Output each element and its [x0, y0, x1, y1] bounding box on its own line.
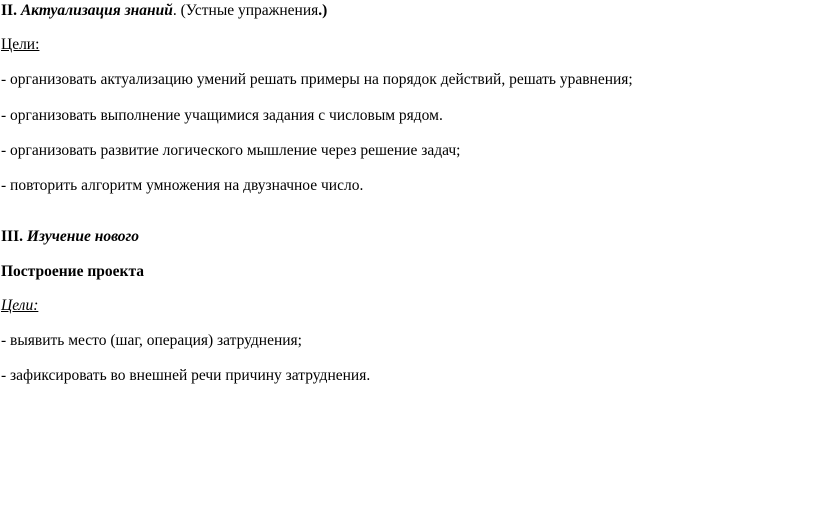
section2-goal-item: - организовать актуализацию умений решать примеры на порядок действий, решать уравнения; [1, 71, 633, 88]
section3-heading [1, 228, 139, 246]
section2-goal-item: - повторить алгоритм умножения на двузначное число. [1, 177, 364, 194]
section2-heading-dot: . [172, 2, 177, 19]
section3-heading-title: Изучение нового [26, 228, 140, 245]
section3-heading-number: III. [1, 228, 23, 245]
section2-goal-item: - организовать развитие логического мышление через решение задач; [1, 142, 461, 159]
section2-heading [1, 2, 327, 20]
section2-heading-paren-close: .) [318, 2, 328, 19]
section2-heading-number: II. [1, 2, 17, 19]
section3-goal-item: - выявить место (шаг, операция) затруднения; [1, 332, 302, 349]
section3-subheading: Построение проекта [1, 263, 145, 280]
section2-heading-title: Актуализация знаний [20, 2, 173, 19]
section2-goals-label: Цели: [1, 36, 40, 53]
section2-heading-paren: (Устные упражнения [180, 2, 319, 19]
section2-goal-item: - организовать выполнение учащимися задания с числовым рядом. [1, 107, 443, 124]
section3-goal-item: - зафиксировать во внешней речи причину затруднения. [1, 367, 371, 384]
section3-goals-label: Цели: [1, 297, 39, 314]
